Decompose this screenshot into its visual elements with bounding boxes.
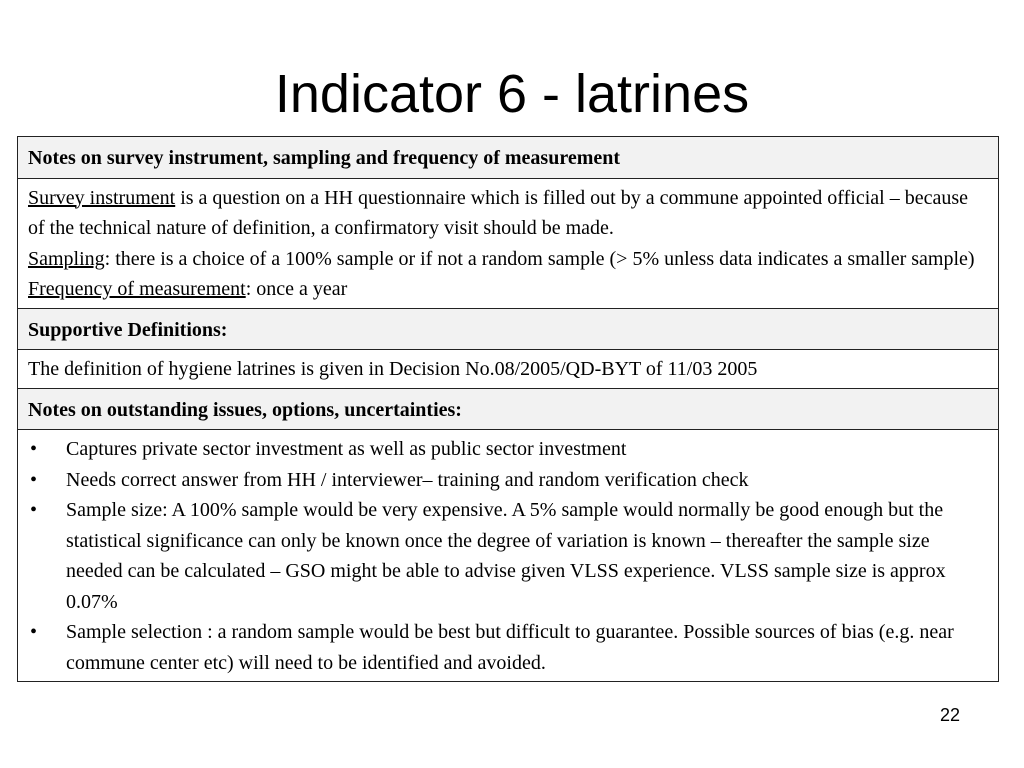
page-number: 22 — [940, 705, 961, 725]
list-item-text: Sample size: A 100% sample would be very expensive. A 5% sample would normally be good enough but the statistical significance can only be known once the degree of variation is known – thereafter the sample size needed can be calculated – GSO might be able to advise given VLSS experience. VLSS sample size is approx 0.07% — [66, 499, 946, 613]
issues-list — [28, 434, 988, 678]
section-heading-survey-notes: Notes on survey instrument, sampling and frequency of measurement — [18, 137, 999, 179]
frequency-term: Frequency of measurement — [28, 278, 246, 300]
bullet-icon: • — [30, 621, 38, 643]
survey-notes-cell — [18, 178, 999, 308]
sampling-paragraph — [28, 244, 988, 275]
survey-instrument-term: Survey instrument — [28, 186, 176, 209]
survey-instrument-paragraph — [28, 183, 988, 244]
frequency-paragraph — [28, 274, 988, 305]
list-item — [28, 617, 988, 678]
section-heading-issues: Notes on outstanding issues, options, uncertainties: — [18, 388, 999, 430]
list-item-text: Sample selection : a random sample would be best but difficult to guarantee. Possible sources of bias (e.g. near commune center etc) will need to be identified and avoided. — [66, 621, 954, 674]
list-item — [28, 465, 988, 496]
list-item-text: Captures private sector investment as well as public sector investment — [66, 438, 627, 460]
sampling-term: Sampling — [28, 247, 105, 270]
sampling-text: : there is a choice of a 100% sample or if not a random sample (> 5% unless data indicates a smaller sample) — [104, 247, 975, 270]
table-row — [18, 308, 999, 350]
table-row — [18, 430, 999, 682]
list-item — [28, 495, 988, 617]
issues-cell — [18, 430, 999, 682]
section-heading-definitions: Supportive Definitions: — [18, 308, 999, 350]
list-item — [28, 434, 988, 465]
notes-table — [17, 136, 999, 682]
table-row — [18, 137, 999, 179]
table-row — [18, 388, 999, 430]
list-item-text: Needs correct answer from HH / interviewer– training and random verification check — [66, 468, 749, 491]
bullet-icon: • — [30, 499, 38, 521]
survey-instrument-text: is a question on a HH questionnaire which is filled out by a commune appointed official – because of the technical nature of definition, a confirmatory visit should be made. — [28, 186, 968, 239]
frequency-text: : once a year — [245, 278, 348, 300]
table-row — [18, 178, 999, 308]
definitions-cell: The definition of hygiene latrines is given in Decision No.08/2005/QD-BYT of 11/03 2005 — [18, 350, 999, 389]
table-row — [18, 350, 999, 389]
bullet-icon: • — [30, 468, 38, 491]
bullet-icon: • — [30, 438, 38, 460]
slide-title: Indicator 6 - latrines — [274, 64, 750, 124]
